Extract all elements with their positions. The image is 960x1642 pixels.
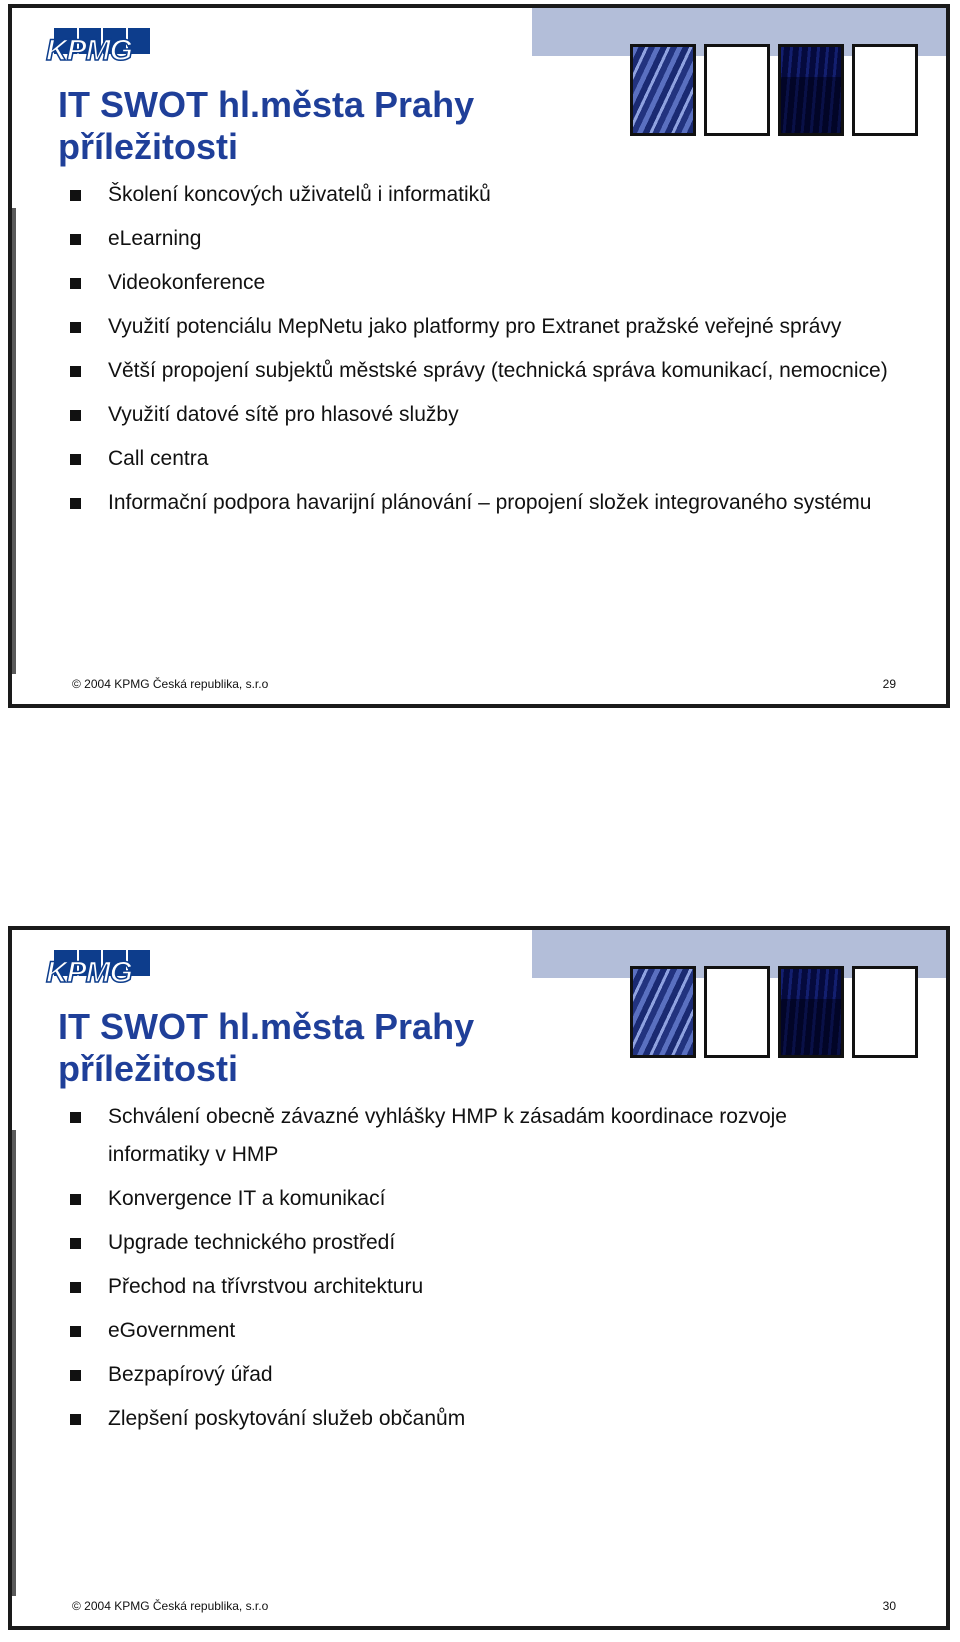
list-item: Call centra [70,440,890,478]
list-item: Videokonference [70,264,890,302]
bullet-list [70,176,890,528]
square-bullet-icon [70,410,81,421]
list-item: eLearning [70,220,890,258]
list-item: Informační podpora havarijní plánování – propojení složek integrovaného systému [70,484,890,522]
list-item: Konvergence IT a komunikací [70,1180,890,1218]
title-line-2: příležitosti [58,126,239,167]
square-bullet-icon [70,1414,81,1425]
square-bullet-icon [70,1282,81,1293]
list-item: Využití datové sítě pro hlasové služby [70,396,890,434]
square-bullet-icon [70,1238,81,1249]
page-number: 30 [882,1599,896,1613]
photo-thumbnail [778,44,844,136]
square-bullet-icon [70,498,81,509]
list-item: Upgrade technického prostředí [70,1224,890,1262]
kpmg-logo [46,950,150,990]
page-number: 29 [882,677,896,691]
left-rule [12,208,16,674]
photo-thumbnail [630,44,696,136]
left-rule [12,1130,16,1596]
list-item: Bezpapírový úřad [70,1356,890,1394]
list-item: eGovernment [70,1312,890,1350]
square-bullet-icon [70,1194,81,1205]
square-bullet-icon [70,234,81,245]
logo-text: KPMG [46,34,132,67]
title-line-1: IT SWOT hl.města Prahy [58,1006,475,1047]
square-bullet-icon [70,454,81,465]
kpmg-logo [46,28,150,68]
square-bullet-icon [70,366,81,377]
logo-text: KPMG [46,956,132,989]
square-bullet-icon [70,322,81,333]
empty-frame [852,966,918,1058]
slide-title [58,1006,474,1090]
square-bullet-icon [70,1112,81,1123]
list-item: Větší propojení subjektů městské správy (technická správa komunikací, nemocnice) [70,352,890,390]
square-bullet-icon [70,278,81,289]
slide-30 [8,926,950,1630]
copyright-footer: © 2004 KPMG Česká republika, s.r.o [72,677,269,691]
title-line-2: příležitosti [58,1048,239,1089]
list-item: Zlepšení poskytování služeb občanům [70,1400,890,1438]
list-item: Využití potenciálu MepNetu jako platformy pro Extranet pražské veřejné správy [70,308,890,346]
list-item: Přechod na třívrstvou architekturu [70,1268,890,1306]
header-images [630,44,918,140]
photo-thumbnail [778,966,844,1058]
square-bullet-icon [70,190,81,201]
square-bullet-icon [70,1370,81,1381]
photo-thumbnail [630,966,696,1058]
slide-title [58,84,474,168]
square-bullet-icon [70,1326,81,1337]
list-item: Schválení obecně závazné vyhlášky HMP k zásadám koordinace rozvoje informatiky v HMP [70,1098,890,1174]
bullet-list [70,1098,890,1444]
title-line-1: IT SWOT hl.města Prahy [58,84,475,125]
slide-29 [8,4,950,708]
list-item: Školení koncových uživatelů i informatiků [70,176,890,214]
empty-frame [704,44,770,136]
empty-frame [852,44,918,136]
copyright-footer: © 2004 KPMG Česká republika, s.r.o [72,1599,269,1613]
header-images [630,966,918,1062]
empty-frame [704,966,770,1058]
